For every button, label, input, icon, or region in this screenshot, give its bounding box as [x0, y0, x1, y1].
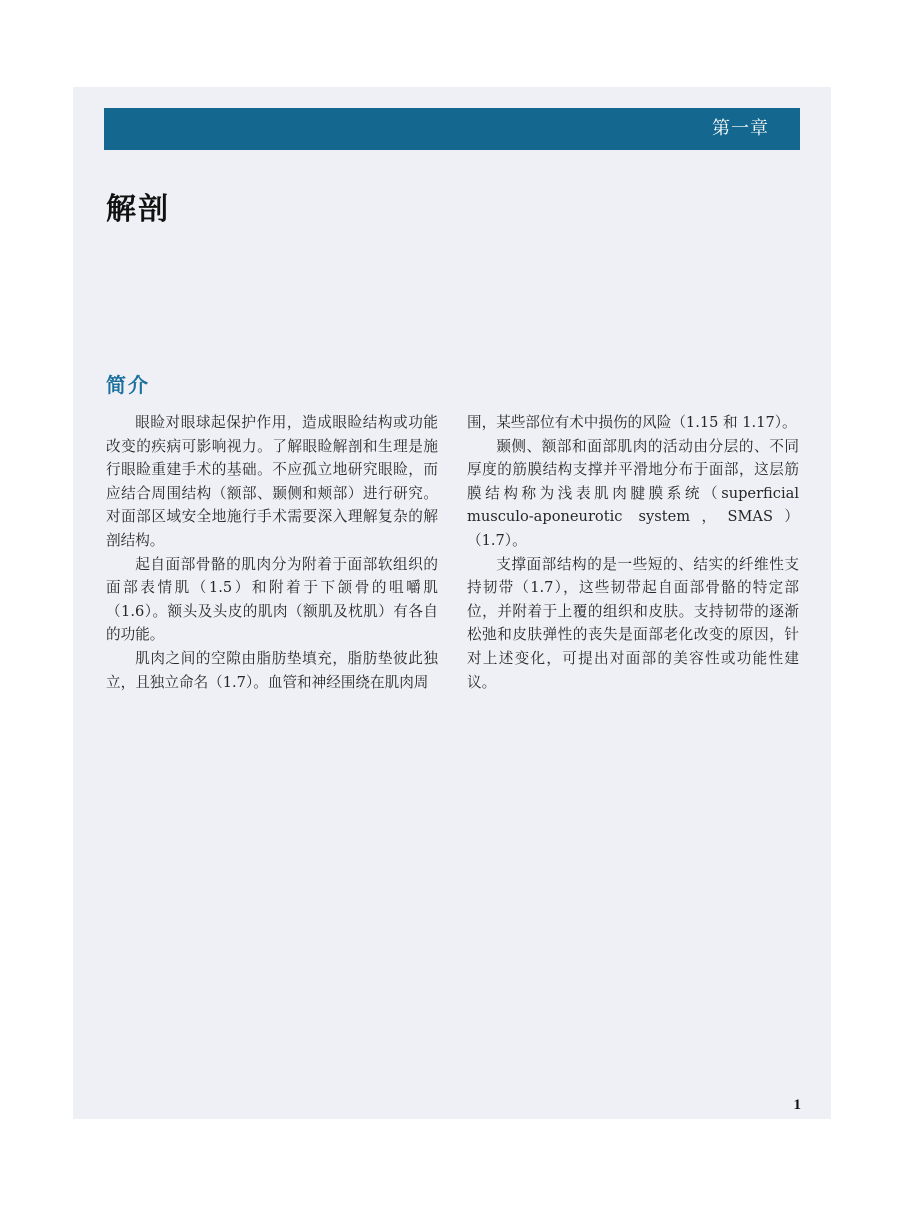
paragraph: 支撑面部结构的是一些短的、结实的纤维性支持韧带（1.7），这些韧带起自面部骨骼的特定部位，并附着于上覆的组织和皮肤。支持韧带的逐渐松弛和皮肤弹性的丧失是面部老化改变的原因，针对上述变化，可提出对面部的美容性或功能性建议。: [467, 555, 799, 691]
chapter-label: 第一章: [712, 118, 769, 139]
paragraph: 起自面部骨骼的肌肉分为附着于面部软组织的面部表情肌（1.5）和附着于下颌骨的咀嚼肌（1.6）。额头及头皮的肌肉（额肌及枕肌）有各自的功能。: [106, 555, 438, 644]
document-page: [73, 87, 831, 1119]
page-number: 1: [793, 1097, 801, 1113]
chapter-title: 解剖: [106, 192, 170, 227]
section-title: 简介: [106, 373, 150, 397]
chapter-header-bar: [104, 108, 800, 150]
paragraph-continued: 围，某些部位有术中损伤的风险（1.15 和 1.17）。: [467, 414, 797, 431]
paragraph: 眼睑对眼球起保护作用，造成眼睑结构或功能改变的疾病可影响视力。了解眼睑解剖和生理是施行眼睑重建手术的基础。不应孤立地研究眼睑，而应结合周围结构（额部、颞侧和颊部）进行研究。对面部区域安全地施行手术需要深入理解复杂的解剖结构。: [106, 414, 438, 549]
paragraph: 肌肉之间的空隙由脂肪垫填充，脂肪垫彼此独立，且独立命名（1.7）。血管和神经围绕在肌肉周: [106, 649, 438, 691]
paragraph: 颞侧、额部和面部肌肉的活动由分层的、不同厚度的筋膜结构支撑并平滑地分布于面部，这层筋膜结构称为浅表肌肉腱膜系统（superficial musculo-aponeurotic system，SMAS）（1.7）。: [467, 437, 799, 549]
left-text-column: [106, 411, 438, 694]
right-text-column: [467, 411, 799, 694]
